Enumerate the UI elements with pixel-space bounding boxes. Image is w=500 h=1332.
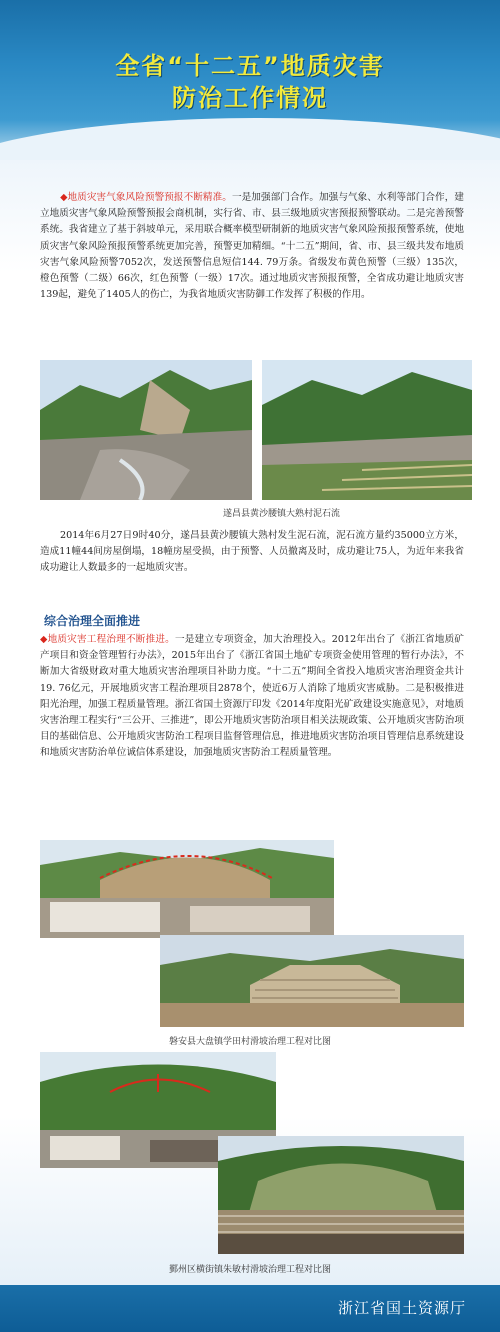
section2-text: 一是建立专项资金，加大治理投入。2012年出台了《浙江省地质矿产项目和资金管理暂行办法》，2015年出台了《浙江省国土地矿专项资金使用管理的暂行办法》，不断加大省级财政对重大地质灾害治理项目补助力度。“十二五”期间全省投入地质灾害治理资金共计19. 76亿元，开展地质灾害工程治理项目2878个，使近6万人消除了地质灾害威胁。二是积极推进阳光治理，加强工程质量管理。浙江省国土资源厅印发《2014年度阳光矿政建设实施意见》，对地质灾害治理工程实行“三公开、三推进”，即公开地质灾害防治项目相关法规政策、公开地质灾害防治项目的基础信息、公开地质灾害防治工程项目监督管理信息，推进地质灾害防治项目管理信息系统建设和地质灾害防治单位诚信体系建设，加强地质灾害防治工程质量管理。 <box>40 634 464 759</box>
section2-paragraph <box>40 632 464 762</box>
landslide-after-photo-1 <box>160 935 464 1027</box>
photo1-caption: 遂昌县黄沙腰镇大熟村泥石流 <box>222 509 340 519</box>
landslide-before-photo-1 <box>40 840 334 938</box>
section2-lead: ◆地质灾害工程治理不断推进。 <box>40 634 175 645</box>
section2-title: 综合治理全面推进 <box>44 614 141 628</box>
section1b-text: 2014年6月27日9时40分，遂昌县黄沙腰镇大熟村发生泥石流，泥石流方量约35000立方米，造成11幢44间房屋倒塌，18幢房屋受损，由于预警、人员撤离及时，成功避让75人，为近年来我省成功避让人数最多的一起地质灾害。 <box>40 530 464 574</box>
page-title-line2: 防治工作情况 <box>172 84 328 112</box>
debris-flow-photo-right <box>262 360 472 500</box>
section1-text: 一是加强部门合作。加强与气象、水利等部门合作，建立地质灾害气象风险预警预报会商机制，实行省、市、县三级地质灾害预报预警联动。二是完善预警系统。我省建立了基于斜坡单元，采用联合概率模型研制新的地质灾害气象风险预报预警系统，使地质灾害气象风险预报预警系统更加完善，预警更加精细。“十二五”期间，省、市、县三级共发布地质灾害气象风险预警7052次，发送预警信息短信144. 79万条。省级发布黄色预警（三级）135次，橙色预警（二级）66次，红色预警（一级）17次。通过地质灾害预报预警，全省成功避让地质灾害139起，避免了1405人的伤亡，为我省地质灾害防御工作发挥了积极的作用。 <box>40 192 464 301</box>
landslide-after-photo-2 <box>218 1136 464 1254</box>
header-swoosh <box>0 118 500 160</box>
section1-lead: ◆地质灾害气象风险预警预报不断精准。 <box>60 192 232 203</box>
photo2-caption: 磐安县大盘镇学田村滑坡治理工程对比图 <box>168 1037 331 1047</box>
footer-bar <box>0 1285 500 1332</box>
page-title-line1: 全省“十二五”地质灾害 <box>115 52 385 80</box>
section1b-paragraph <box>40 528 464 577</box>
footer-organization: 浙江省国土资源厅 <box>337 1299 466 1317</box>
photo3-caption: 鄞州区横街镇朱敏村滑坡治理工程对比图 <box>168 1265 331 1275</box>
section1-paragraph <box>40 190 464 303</box>
debris-flow-photo-left <box>40 360 252 500</box>
